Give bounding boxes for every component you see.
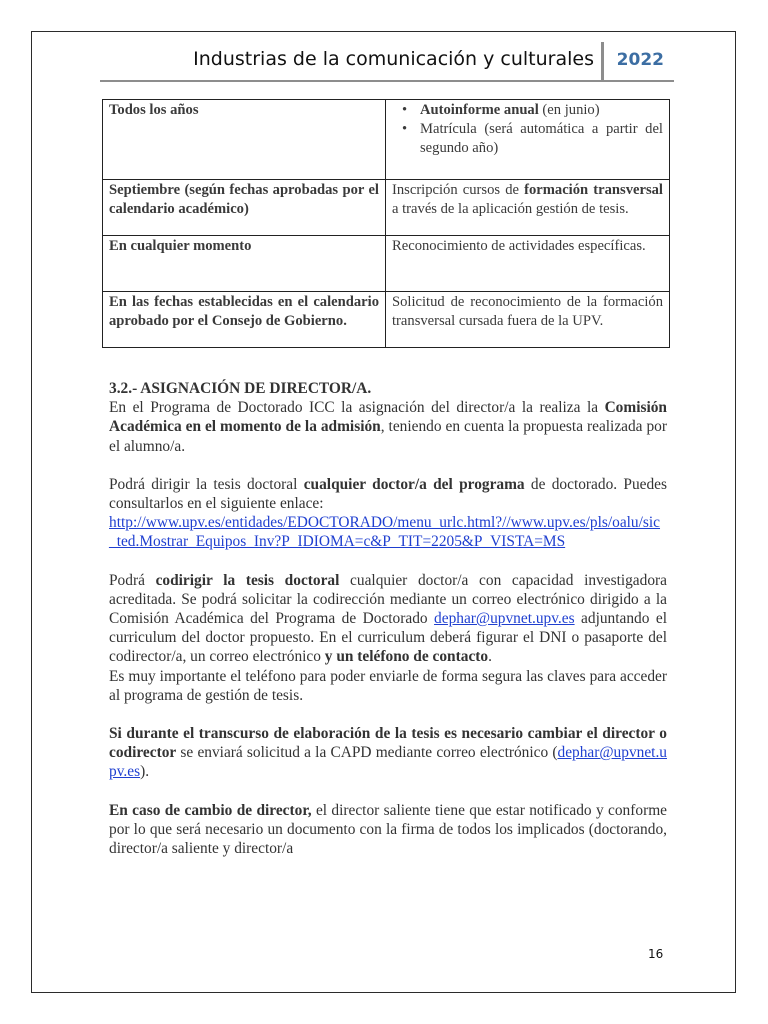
bullet-list [392,101,663,158]
section-heading-block [109,379,667,456]
bold-text: Autoinforme anual [420,102,539,118]
bold-text: Comisión Académica en el momento de la admisión [109,399,667,436]
text: se enviará solicitud a la CAPD mediante correo electrónico ( [176,744,558,762]
bold-text: cualquier doctor/a del programa [303,475,525,493]
table-cell-action: Solicitud de reconocimiento de la formación transversal cursada fuera de la UPV. [386,292,670,348]
text: . [488,648,492,666]
text: Podrá [109,571,156,589]
email-link[interactable]: dephar@upvnet.upv.es [434,610,575,628]
table-row [103,236,670,292]
table-cell-period: Septiembre (según fechas aprobadas por el calendario académico) [103,180,386,236]
bold-text: y un teléfono de contacto [324,648,489,666]
text: (en junio) [538,102,600,118]
text: adjuntando el curriculum del doctor propuesto. En el curriculum deberá figurar el DNI o pasaporte del codirector/a, un correo electrónico [109,610,667,666]
paragraph [109,724,667,782]
table-cell-action [386,180,670,236]
list-item [420,101,663,120]
email-link[interactable]: dephar@upvnet.upv.es [109,744,667,781]
table-row [103,292,670,348]
page-number: 16 [648,947,664,961]
bold-text: Si durante el transcurso de elaboración de la tesis es necesario cambiar el director o codirector [109,725,667,762]
table-cell-period: En cualquier momento [103,236,386,292]
text: ). [140,763,150,781]
text: Inscripción cursos de [392,182,525,198]
table-cell-period: En las fechas establecidas en el calendario aprobado por el Consejo de Gobierno. [103,292,386,348]
section-heading: 3.2.- ASIGNACIÓN DE DIRECTOR/A. [109,380,372,397]
table-cell-action: Reconocimiento de actividades específicas. [386,236,670,292]
header-title: Industrias de la comunicación y culturales [193,48,594,70]
text: de doctorado. Puedes consultarlos en el siguiente enlace: [109,475,667,513]
bold-text: codirigir la tesis doctoral [155,571,340,589]
text: a través de la aplicación gestión de tesis. [392,201,629,217]
header-rule [100,80,674,82]
header-separator [601,42,604,82]
paragraph [109,475,667,552]
section-content [109,379,667,877]
paragraph [109,801,667,859]
page-header [100,38,674,82]
table-cell-action [386,100,670,180]
equipos-link[interactable]: http://www.upv.es/entidades/EDOCTORADO/menu_urlc.html?//www.upv.es/pls/oalu/sic_ted.Mostrar_Equipos_Inv?P_IDIOMA=c&P_TIT=2205&P_VISTA=MS [109,514,661,551]
bold-text: formación transversal [524,182,663,198]
table-row [103,180,670,236]
text: En el Programa de Doctorado ICC la asignación del director/a la realiza la [109,399,605,417]
text: cualquier doctor/a con capacidad investigadora acreditada. Se podrá solicitar la codirección mediante un correo electrónico dirigido a la Comisión Académica del Programa de Doctorado [109,571,667,628]
text: Matrícula (será automática a partir del segundo año) [420,121,663,156]
table-row [103,100,670,180]
bold-text: En caso de cambio de director, [109,801,312,819]
schedule-table [102,99,670,348]
paragraph: Es muy importante el teléfono para poder enviarle de forma segura las claves para acceder al programa de gestión de tesis. [109,667,667,704]
list-item [420,120,663,158]
paragraph [109,571,667,667]
text: Podrá dirigir la tesis doctoral [109,475,304,493]
text: el director saliente tiene que estar notificado y conforme por lo que será necesario un documento con la firma de todos los implicados (doctorando, director/a saliente y director/a [109,801,668,858]
header-year: 2022 [616,50,664,70]
table-cell-period: Todos los años [103,100,386,180]
text: , teniendo en cuenta la propuesta realizada por el alumno/a. [109,418,667,455]
